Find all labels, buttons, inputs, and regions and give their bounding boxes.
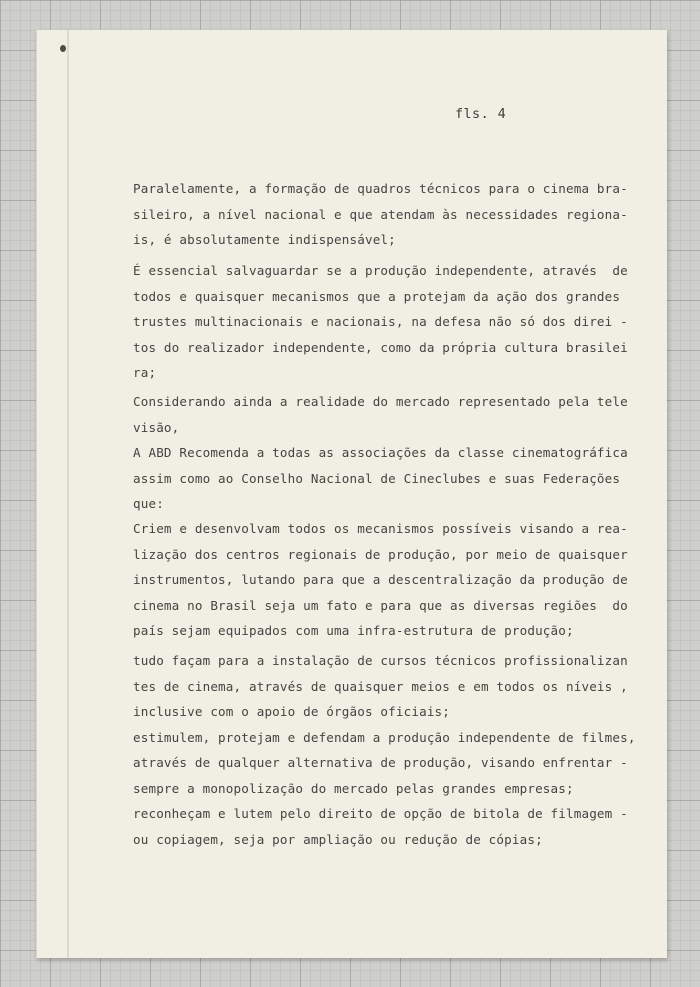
text-line: tes de cinema, através de quaisquer meios e em todos os níveis , xyxy=(133,678,628,694)
paragraph-television xyxy=(133,389,633,440)
paragraph-training xyxy=(133,176,633,253)
text-line: através de qualquer alternativa de produção, visando enfrentar - xyxy=(133,755,628,770)
text-line: Considerando ainda a realidade do mercado representado pela tele xyxy=(133,394,628,409)
text-line: que: xyxy=(133,496,164,511)
text-line: cinema no Brasil seja um fato e para que as diversas regiões do xyxy=(133,597,628,613)
paragraph-actions xyxy=(133,648,636,852)
paragraph-recommendation xyxy=(133,440,633,517)
paragraph-independent-production xyxy=(133,258,633,386)
text-line: tudo façam para a instalação de cursos técnicos profissionalizan xyxy=(133,653,628,668)
text-line: ra; xyxy=(133,365,157,380)
text-line: Paralelamente, a formação de quadros técnicos para o cinema bra- xyxy=(133,181,628,196)
text-line: A ABD Recomenda a todas as associações da classe cinematográfica xyxy=(133,445,628,460)
text-line: inclusive com o apoio de órgãos oficiais; xyxy=(133,704,451,719)
document-page xyxy=(36,30,667,958)
page-fold xyxy=(67,30,69,958)
text-line: sempre a monopolização do mercado pelas grandes empresas; xyxy=(133,780,574,796)
text-line: lização dos centros regionais de produção, por meio de quaisquer xyxy=(133,546,628,562)
text-line: trustes multinacionais e nacionais, na defesa não só dos direi - xyxy=(133,314,628,329)
text-line: instrumentos, lutando para que a descentralização da produção de xyxy=(133,572,628,587)
text-line: estimulem, protejam e defendam a produção independente de filmes, xyxy=(133,729,636,745)
text-line: visão, xyxy=(133,419,180,435)
text-line: todos e quaisquer mecanismos que a protejam da ação dos grandes xyxy=(133,288,621,304)
text-line: É essencial salvaguardar se a produção independente, através de xyxy=(133,263,628,278)
text-line: Criem e desenvolvam todos os mecanismos possíveis visando a rea- xyxy=(133,521,628,536)
paragraph-regional-centers xyxy=(133,516,633,644)
text-line: assim como ao Conselho Nacional de Cineclubes e suas Federações xyxy=(133,470,621,486)
text-line: is, é absolutamente indispensável; xyxy=(133,232,396,247)
text-line: ou copiagem, seja por ampliação ou redução de cópias; xyxy=(133,831,543,847)
page-number: fls. 4 xyxy=(455,106,507,122)
text-line: tos do realizador independente, como da própria cultura brasilei xyxy=(133,339,628,355)
binding-hole xyxy=(60,45,66,52)
text-line: sileiro, a nível nacional e que atendam às necessidades regiona- xyxy=(133,206,628,222)
text-line: reconheçam e lutem pelo direito de opção de bitola de filmagem - xyxy=(133,806,628,821)
text-line: país sejam equipados com uma infra-estrutura de produção; xyxy=(133,623,574,638)
